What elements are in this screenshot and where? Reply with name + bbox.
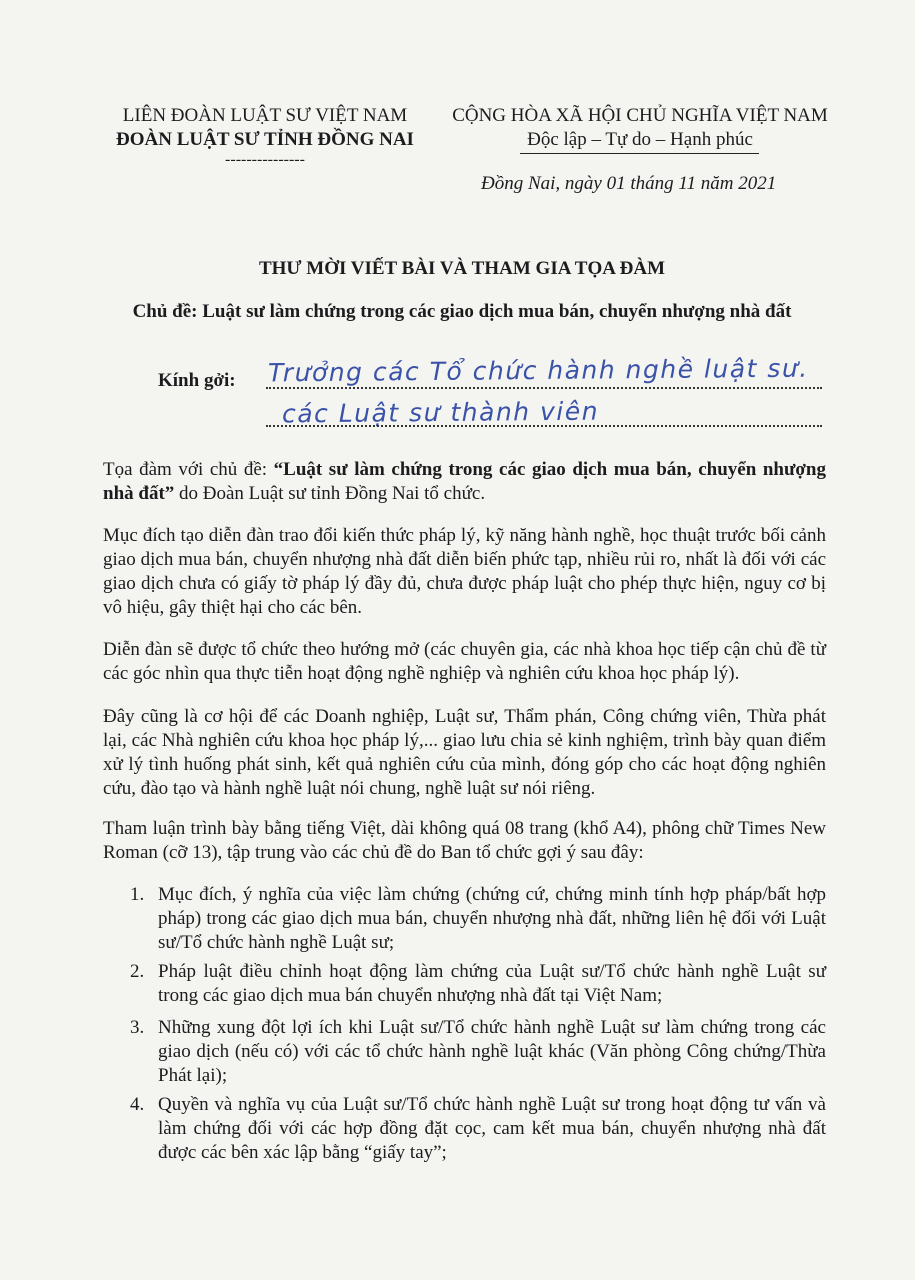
paragraph-purpose: Mục đích tạo diễn đàn trao đổi kiến thức pháp lý, kỹ năng hành nghề, học thuật trước bối cảnh giao dịch mua bán, chuyển nhượng nhà đất diễn biến phức tạp, nhiều rủi ro, nhất là đối với các giao dịch chưa có giấy tờ pháp lý đầy đủ, chưa được pháp luật cho phép thực hiện, nguy cơ bị vô hiệu, gây thiệt hại cho các bên. bbox=[103, 525, 826, 618]
salutation-label: Kính gởi: bbox=[158, 370, 236, 391]
intro-topic: “Luật sư làm chứng trong các giao dịch mua bán, chuyển nhượng nhà đất” bbox=[103, 459, 826, 504]
list-item-text: Pháp luật điều chỉnh hoạt động làm chứng của Luật sư/Tổ chức hành nghề Luật sư trong các giao dịch mua bán chuyển nhượng nhà đất tại Việt Nam; bbox=[158, 961, 826, 1006]
list-item-text: Những xung đột lợi ích khi Luật sư/Tổ chức hành nghề Luật sư làm chứng trong các giao dịch (nếu có) với các tổ chức hành nghề luật khác (Văn phòng Công chứng/Thừa Phát lại); bbox=[158, 1017, 826, 1086]
intro-suffix: do Đoàn Luật sư tỉnh Đồng Nai tổ chức. bbox=[174, 483, 486, 504]
paragraph-format: Tham luận trình bày bằng tiếng Việt, dài không quá 08 trang (khổ A4), phông chữ Times New Roman (cỡ 13), tập trung vào các chủ đề do Ban tổ chức gợi ý sau đây: bbox=[103, 818, 826, 863]
nation-name: CỘNG HÒA XÃ HỘI CHỦ NGHĨA VIỆT NAM bbox=[452, 105, 828, 126]
list-item bbox=[130, 1093, 826, 1165]
paragraph-forum: Diễn đàn sẽ được tổ chức theo hướng mở (các chuyên gia, các nhà khoa học tiếp cận chủ đề từ các góc nhìn qua thực tiễn hoạt động nghề nghiệp và nghiên cứu khoa học pháp lý). bbox=[103, 639, 826, 684]
org-rule: --------------- bbox=[225, 151, 305, 168]
list-item-number: 4. bbox=[130, 1094, 145, 1115]
letter-subtitle: Chủ đề: Luật sư làm chứng trong các giao dịch mua bán, chuyển nhượng nhà đất bbox=[132, 301, 792, 322]
letter-title: THƯ MỜI VIẾT BÀI VÀ THAM GIA TỌA ĐÀM bbox=[258, 258, 666, 279]
list-item-number: 1. bbox=[130, 884, 145, 905]
intro-paragraph bbox=[103, 458, 826, 506]
org-name: ĐOÀN LUẬT SƯ TỈNH ĐỒNG NAI bbox=[116, 129, 414, 150]
motto-underline bbox=[520, 153, 759, 154]
list-item bbox=[130, 883, 826, 955]
list-item-text: Mục đích, ý nghĩa của việc làm chứng (chứng cứ, chứng minh tính hợp pháp/bất hợp pháp) trong các giao dịch mua bán, chuyển nhượng nhà đất, những liên hệ đối với Luật sư/Tổ chức hành nghề Luật sư; bbox=[158, 884, 826, 953]
issue-date: Đồng Nai, ngày 01 tháng 11 năm 2021 bbox=[481, 173, 777, 194]
paragraph-opportunity: Đây cũng là cơ hội để các Doanh nghiệp, Luật sư, Thẩm phán, Công chứng viên, Thừa phát lại, các Nhà nghiên cứu khoa học pháp lý,... giao lưu chia sẻ kinh nghiệm, trình bày quan điểm xử lý tình huống phát sinh, kết quả nghiên cứu của mình, đóng góp cho các hoạt động nghiên cứu, đào tạo và hành nghề luật nói chung, nghề luật sư nói riêng. bbox=[103, 706, 826, 799]
handwritten-recipient-2: các Luật sư thành viên bbox=[281, 396, 600, 429]
intro-prefix: Tọa đàm với chủ đề: bbox=[103, 459, 274, 480]
list-item bbox=[130, 960, 826, 1008]
list-item-number: 2. bbox=[130, 961, 145, 982]
list-item-number: 3. bbox=[130, 1017, 145, 1038]
org-parent-name: LIÊN ĐOÀN LUẬT SƯ VIỆT NAM bbox=[122, 105, 408, 126]
list-item-text: Quyền và nghĩa vụ của Luật sư/Tổ chức hành nghề Luật sư trong hoạt động tư vấn và làm chứng đối với các hợp đồng đặt cọc, cam kết mua bán, chuyển nhượng nhà đất được các bên xác lập bằng “giấy tay”; bbox=[158, 1094, 826, 1163]
nation-motto: Độc lập – Tự do – Hạnh phúc bbox=[527, 129, 753, 150]
recipient-dotted-line-2 bbox=[266, 425, 822, 427]
handwritten-recipient-1: Trưởng các Tổ chức hành nghề luật sư. bbox=[267, 353, 809, 388]
list-item bbox=[130, 1016, 826, 1088]
recipient-dotted-line-1 bbox=[266, 387, 822, 389]
